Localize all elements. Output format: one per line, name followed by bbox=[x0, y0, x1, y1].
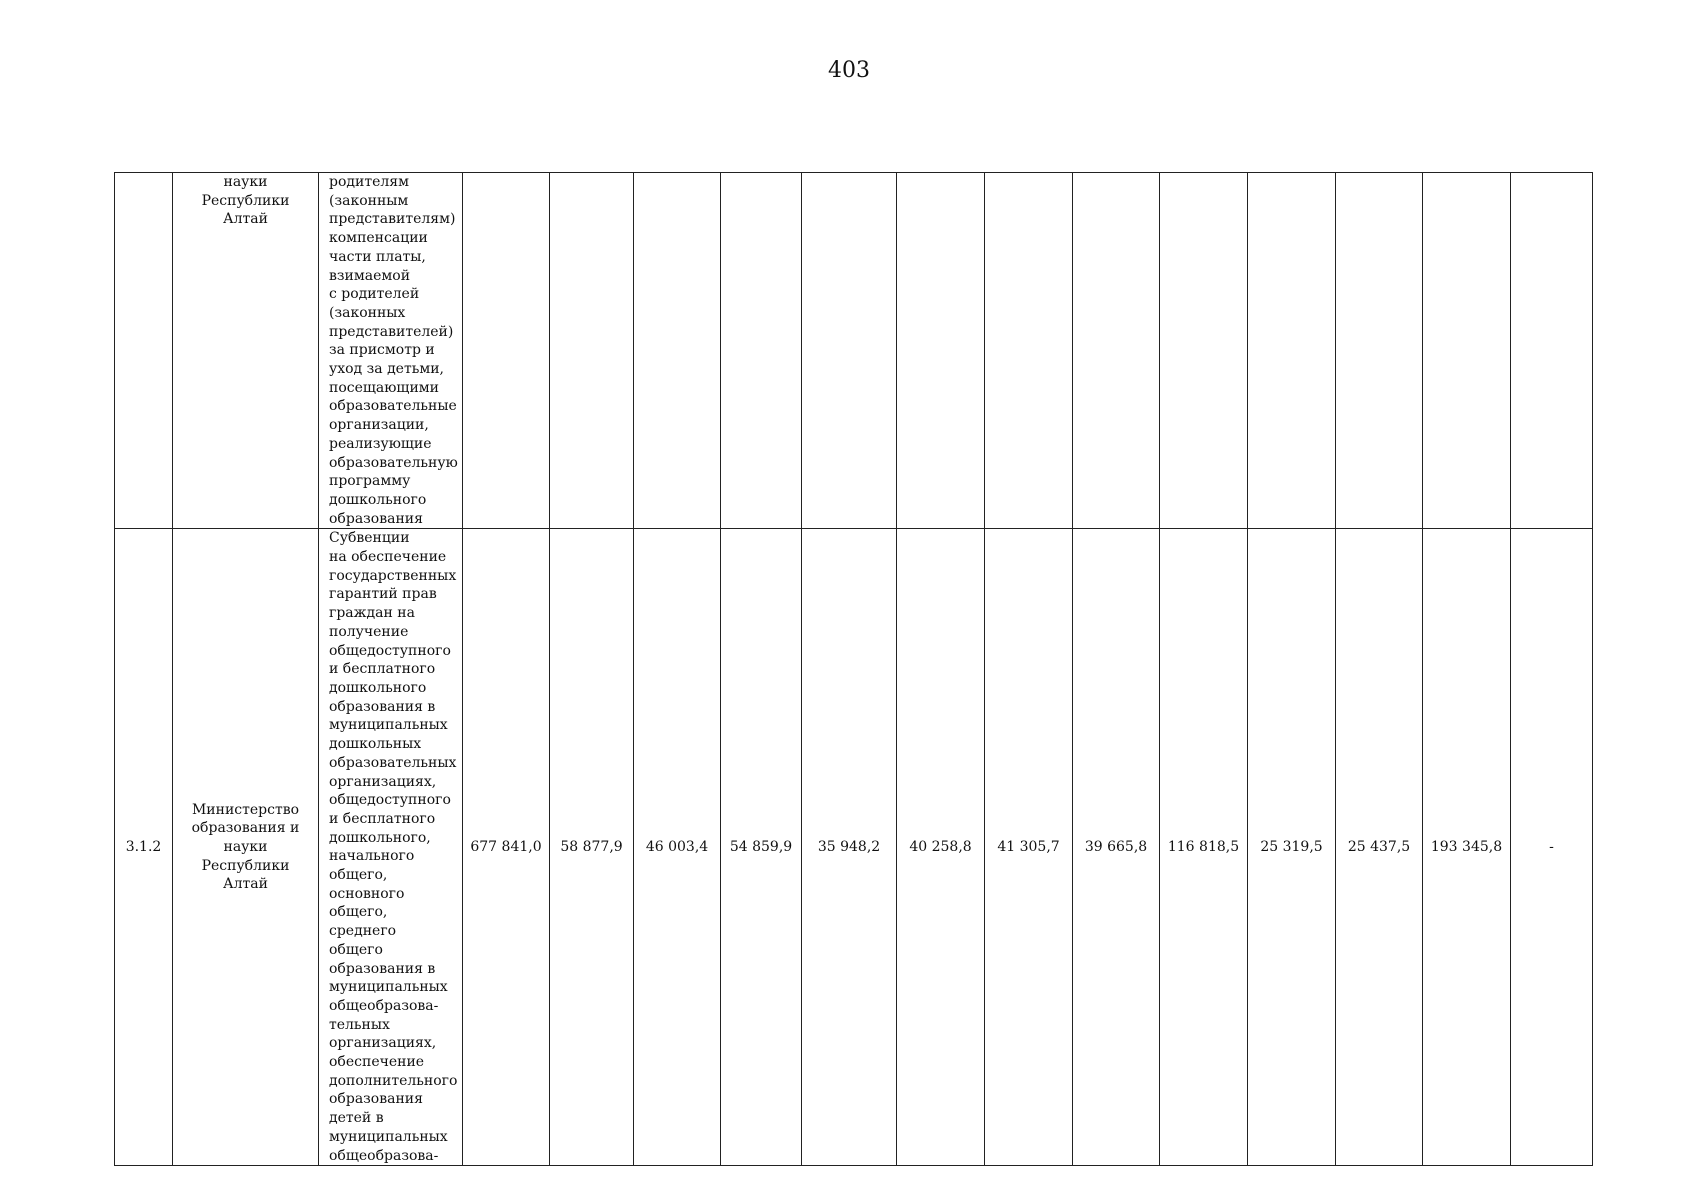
description-line: образования в bbox=[329, 698, 436, 715]
row-number bbox=[115, 173, 173, 529]
executor-line: Республики bbox=[201, 857, 290, 874]
description-cell bbox=[319, 173, 463, 529]
value-cell bbox=[802, 173, 897, 529]
value-cell: 58 877,9 bbox=[550, 529, 634, 1166]
description-line: компенсации bbox=[329, 230, 428, 247]
value-cell bbox=[1423, 173, 1511, 529]
executor-line: Министерство bbox=[191, 801, 300, 818]
description-line: общего bbox=[329, 941, 383, 958]
description-line: государственных bbox=[329, 567, 457, 584]
value-cell: 25 319,5 bbox=[1248, 529, 1336, 1166]
executor-cell bbox=[173, 173, 319, 529]
description-line: представителям) bbox=[329, 211, 456, 228]
value-cell bbox=[1248, 173, 1336, 529]
description-line: реализующие bbox=[329, 435, 432, 452]
description-line: основного bbox=[329, 885, 405, 902]
executor-line: науки bbox=[223, 174, 268, 190]
executor-line: Алтай bbox=[223, 211, 268, 228]
value-cell: 35 948,2 bbox=[802, 529, 897, 1166]
description-line: граждан на bbox=[329, 605, 415, 622]
description-line: образования в bbox=[329, 960, 436, 977]
description-line: (законных bbox=[329, 304, 406, 321]
description-line: Субвенции bbox=[329, 530, 410, 547]
description-line: образования bbox=[329, 510, 423, 527]
value-cell bbox=[550, 173, 634, 529]
description-line: с родителей bbox=[329, 286, 420, 303]
description-line: дополнительного bbox=[329, 1072, 458, 1089]
budget-table bbox=[114, 172, 1593, 1166]
value-cell: 46 003,4 bbox=[634, 529, 721, 1166]
value-cell: 39 665,8 bbox=[1073, 529, 1160, 1166]
description-line: дошкольного bbox=[329, 491, 427, 508]
value-cell: - bbox=[1511, 529, 1593, 1166]
value-cell bbox=[721, 173, 802, 529]
value-cell bbox=[1336, 173, 1423, 529]
row-number: 3.1.2 bbox=[115, 529, 173, 1166]
description-line: муниципальных bbox=[329, 717, 448, 734]
executor-line: науки bbox=[223, 838, 268, 855]
value-cell: 193 345,8 bbox=[1423, 529, 1511, 1166]
description-line: общего, bbox=[329, 867, 388, 884]
description-line: дошкольного bbox=[329, 679, 427, 696]
description-line: организациях, bbox=[329, 773, 437, 790]
value-cell bbox=[1073, 173, 1160, 529]
description-line: дошкольного, bbox=[329, 829, 431, 846]
value-cell bbox=[985, 173, 1073, 529]
description-line: программу bbox=[329, 473, 411, 490]
description-line: общедоступного bbox=[329, 642, 451, 659]
description-line: представителей) bbox=[329, 323, 454, 340]
description-line: дошкольных bbox=[329, 736, 422, 753]
description-line: муниципальных bbox=[329, 1128, 448, 1145]
table-row bbox=[115, 173, 1593, 529]
description-line: муниципальных bbox=[329, 979, 448, 996]
value-cell bbox=[463, 173, 550, 529]
description-line: взимаемой bbox=[329, 267, 411, 284]
description-line: общеобразова- bbox=[329, 997, 439, 1014]
description-line: общедоступного bbox=[329, 792, 451, 809]
description-line: обеспечение bbox=[329, 1054, 425, 1071]
executor-line: образования и bbox=[191, 820, 300, 837]
value-cell bbox=[1511, 173, 1593, 529]
description-line: за присмотр и bbox=[329, 342, 435, 359]
description-line: гарантий прав bbox=[329, 586, 437, 603]
executor-line: Республики bbox=[201, 192, 290, 209]
description-line: образовательные bbox=[329, 398, 457, 415]
executor-line: Алтай bbox=[223, 876, 268, 893]
value-cell: 116 818,5 bbox=[1160, 529, 1248, 1166]
description-line: на обеспечение bbox=[329, 549, 447, 566]
description-line: образования bbox=[329, 1091, 423, 1108]
description-line: части платы, bbox=[329, 248, 426, 265]
value-cell: 677 841,0 bbox=[463, 529, 550, 1166]
description-line: организациях, bbox=[329, 1035, 437, 1052]
description-cell bbox=[319, 529, 463, 1166]
description-line: детей в bbox=[329, 1110, 384, 1127]
description-line: и бесплатного bbox=[329, 661, 436, 678]
value-cell bbox=[897, 173, 985, 529]
description-line: общеобразова- bbox=[329, 1147, 439, 1164]
description-line: образовательную bbox=[329, 454, 458, 471]
description-line: посещающими bbox=[329, 379, 440, 396]
description-line: тельных bbox=[329, 1016, 390, 1033]
description-line: образовательных bbox=[329, 754, 457, 771]
page-number: 403 bbox=[828, 58, 870, 83]
value-cell: 41 305,7 bbox=[985, 529, 1073, 1166]
value-cell: 25 437,5 bbox=[1336, 529, 1423, 1166]
description-line: получение bbox=[329, 623, 409, 640]
description-line: общего, среднего bbox=[329, 904, 397, 940]
value-cell bbox=[1160, 173, 1248, 529]
description-line: и бесплатного bbox=[329, 810, 436, 827]
description-line: уход за детьми, bbox=[329, 361, 445, 378]
description-line: организации, bbox=[329, 417, 429, 434]
table-row bbox=[115, 529, 1593, 1166]
executor-cell bbox=[173, 529, 319, 1166]
description-line: родителям bbox=[329, 174, 409, 190]
value-cell: 40 258,8 bbox=[897, 529, 985, 1166]
value-cell bbox=[634, 173, 721, 529]
description-line: (законным bbox=[329, 192, 409, 209]
value-cell: 54 859,9 bbox=[721, 529, 802, 1166]
description-line: начального bbox=[329, 848, 415, 865]
